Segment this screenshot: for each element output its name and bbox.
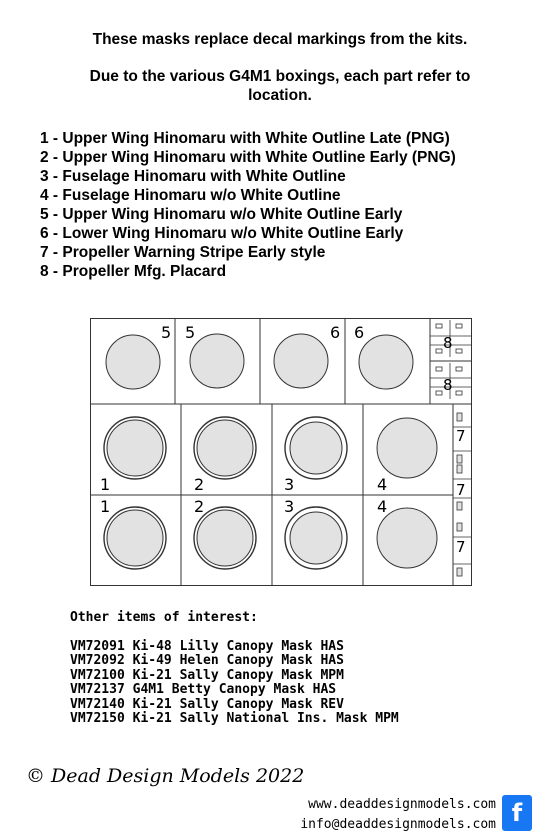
hinomaru-mask (377, 508, 437, 568)
placard-mask (456, 349, 462, 353)
part-number-label: 7 (456, 427, 466, 445)
part-number-label: 5 (185, 323, 196, 342)
intro-line-1: These masks replace decal markings from the kits. (92, 31, 468, 48)
placard-mask (456, 324, 462, 328)
placard-mask (456, 391, 462, 395)
part-number-label: 7 (456, 538, 466, 556)
email-link[interactable]: info@deaddesignmodels.com (300, 817, 496, 832)
part-number-label: 8 (443, 334, 453, 352)
hinomaru-mask (290, 512, 342, 564)
other-items-list (70, 640, 399, 726)
part-number-label: 2 (194, 497, 205, 516)
part-number-label: 1 (100, 475, 111, 494)
part-number-label: 8 (443, 376, 453, 394)
stripe-mask (457, 465, 462, 473)
hinomaru-mask (190, 334, 244, 388)
legend-item: 8 - Propeller Mfg. Placard (40, 263, 227, 280)
copyright: © Dead Design Models 2022 (26, 765, 305, 787)
part-number-label: 5 (161, 323, 172, 342)
hinomaru-mask (197, 420, 253, 476)
placard-mask (436, 324, 442, 328)
legend-item: 5 - Upper Wing Hinomaru w/o White Outline Early (40, 206, 403, 223)
hinomaru-mask (107, 510, 163, 566)
hinomaru-mask (274, 334, 328, 388)
facebook-letter: f (511, 799, 523, 827)
part-number-label: 6 (330, 323, 341, 342)
stripe-mask (457, 455, 462, 463)
hinomaru-mask (106, 335, 160, 389)
hinomaru-mask (290, 422, 342, 474)
part-number-label: 2 (194, 475, 205, 494)
part-number-label: 1 (100, 497, 111, 516)
hinomaru-mask (359, 335, 413, 389)
hinomaru-mask (107, 420, 163, 476)
other-item[interactable]: VM72100 Ki-21 Sally Canopy Mask MPM (70, 667, 344, 683)
placard-mask (456, 367, 462, 371)
stripe-mask (457, 413, 462, 421)
part-number-label: 4 (377, 475, 388, 494)
intro-line-2: Due to the various G4M1 boxings, each part refer to (89, 68, 471, 85)
part-number-label: 6 (354, 323, 365, 342)
legend-list (40, 129, 456, 281)
placard-mask (436, 391, 442, 395)
part-number-label: 3 (284, 497, 295, 516)
legend-item: 7 - Propeller Warning Stripe Early style (40, 244, 326, 261)
stripe-mask (457, 523, 462, 531)
intro-line-3: location. (248, 87, 312, 104)
other-item[interactable]: VM72091 Ki-48 Lilly Canopy Mask HAS (70, 639, 344, 654)
other-item[interactable]: VM72137 G4M1 Betty Canopy Mask HAS (70, 682, 337, 698)
legend-item: 1 - Upper Wing Hinomaru with White Outline Late (PNG) (40, 130, 450, 147)
legend-item: 2 - Upper Wing Hinomaru with White Outline Early (PNG) (40, 149, 456, 166)
other-item[interactable]: VM72150 Ki-21 Sally National Ins. Mask MPM (70, 711, 399, 727)
other-item[interactable]: VM72092 Ki-49 Helen Canopy Mask HAS (70, 653, 344, 669)
legend-item: 4 - Fuselage Hinomaru w/o White Outline (40, 187, 341, 204)
hinomaru-mask (377, 418, 437, 478)
other-item[interactable]: VM72140 Ki-21 Sally Canopy Mask REV (70, 696, 344, 712)
hinomaru-mask (197, 510, 253, 566)
part-number-label: 7 (456, 481, 466, 499)
stripe-mask (457, 568, 462, 576)
part-number-label: 3 (284, 475, 295, 494)
other-items-title: Other items of interest: (70, 610, 258, 625)
legend-item: 6 - Lower Wing Hinomaru w/o White Outline Early (40, 225, 404, 242)
stripe-mask (457, 502, 462, 510)
part-number-label: 4 (377, 497, 388, 516)
placard-mask (436, 349, 442, 353)
placard-mask (436, 367, 442, 371)
website-link[interactable]: www.deaddesignmodels.com (308, 797, 496, 812)
mask-sheet (90, 318, 472, 586)
legend-item: 3 - Fuselage Hinomaru with White Outline (40, 168, 346, 185)
facebook-icon[interactable] (502, 795, 532, 831)
